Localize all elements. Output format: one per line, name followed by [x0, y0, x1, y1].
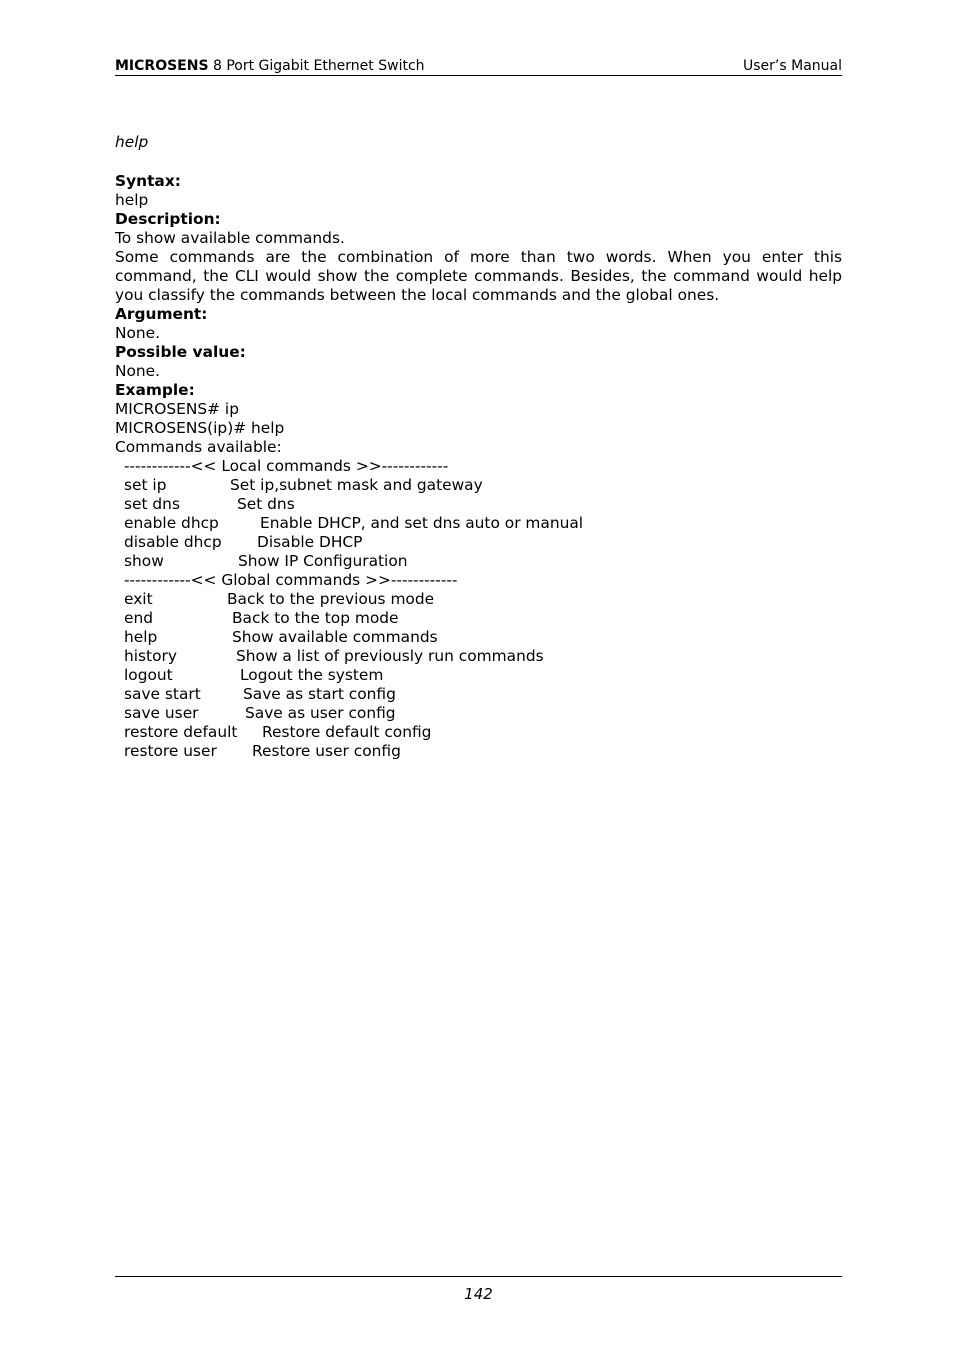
command-description: Show IP Configuration — [238, 552, 408, 570]
command-description: Save as user config — [245, 704, 396, 722]
document-body — [115, 133, 842, 761]
global-command-row — [115, 628, 842, 647]
local-command-row — [115, 533, 842, 552]
possible-value-text: None. — [115, 362, 161, 380]
command-name: help — [124, 628, 158, 646]
command-name: history — [124, 647, 177, 665]
possible-value-label: Possible value: — [115, 343, 246, 361]
command-name: end — [124, 609, 153, 627]
header-product-name: 8 Port Gigabit Ethernet Switch — [208, 58, 425, 74]
command-name: exit — [124, 590, 153, 608]
command-name: set ip — [124, 476, 167, 494]
description-label: Description: — [115, 210, 221, 228]
description-text: To show available commands. — [115, 229, 345, 247]
example-label: Example: — [115, 381, 195, 399]
global-command-row — [115, 704, 842, 723]
command-description: Set dns — [237, 495, 295, 513]
command-name: save user — [124, 704, 199, 722]
local-command-row — [115, 476, 842, 495]
command-description: Enable DHCP, and set dns auto or manual — [260, 514, 584, 532]
command-name: disable dhcp — [124, 533, 222, 551]
command-description: Back to the top mode — [232, 609, 399, 627]
command-name: save start — [124, 685, 201, 703]
local-command-row — [115, 514, 842, 533]
header-manual-title: User’s Manual — [743, 58, 842, 74]
command-description: Show available commands — [232, 628, 438, 646]
global-command-row — [115, 609, 842, 628]
page-header — [115, 57, 842, 76]
command-description: Back to the previous mode — [227, 590, 435, 608]
example-line: MICROSENS# ip — [115, 400, 239, 418]
command-name: logout — [124, 666, 173, 684]
command-description: Disable DHCP — [257, 533, 363, 551]
command-description: Restore default config — [262, 723, 432, 741]
command-description: Logout the system — [240, 666, 384, 684]
command-title: help — [115, 133, 149, 151]
command-description: Restore user config — [252, 742, 401, 760]
page-number: 142 — [464, 1285, 493, 1303]
syntax-text: help — [115, 191, 149, 209]
global-commands-separator: ------------<< Global commands >>------------ — [124, 571, 458, 589]
global-command-row — [115, 723, 842, 742]
header-product — [115, 57, 425, 75]
global-command-row — [115, 590, 842, 609]
local-command-row — [115, 495, 842, 514]
global-command-row — [115, 666, 842, 685]
argument-label: Argument: — [115, 305, 208, 323]
example-line: MICROSENS(ip)# help — [115, 419, 285, 437]
command-description: Show a list of previously run commands — [236, 647, 544, 665]
global-command-row — [115, 742, 842, 761]
description-paragraph: Some commands are the combination of more than two words. When you enter this command, the CLI would show the complete commands. Besides, the command would help you classify the commands between the local commands and the global ones. — [115, 248, 842, 304]
page-footer — [115, 1276, 842, 1303]
header-brand: MICROSENS — [115, 58, 209, 74]
command-name: show — [124, 552, 164, 570]
syntax-label: Syntax: — [115, 172, 181, 190]
example-line: Commands available: — [115, 438, 282, 456]
argument-text: None. — [115, 324, 161, 342]
command-name: set dns — [124, 495, 180, 513]
global-command-row — [115, 647, 842, 666]
command-description: Save as start config — [243, 685, 396, 703]
global-command-row — [115, 685, 842, 704]
command-name: enable dhcp — [124, 514, 219, 532]
local-command-row — [115, 552, 842, 571]
command-description: Set ip,subnet mask and gateway — [230, 476, 483, 494]
local-commands-separator: ------------<< Local commands >>------------ — [124, 457, 449, 475]
command-name: restore user — [124, 742, 217, 760]
command-name: restore default — [124, 723, 238, 741]
